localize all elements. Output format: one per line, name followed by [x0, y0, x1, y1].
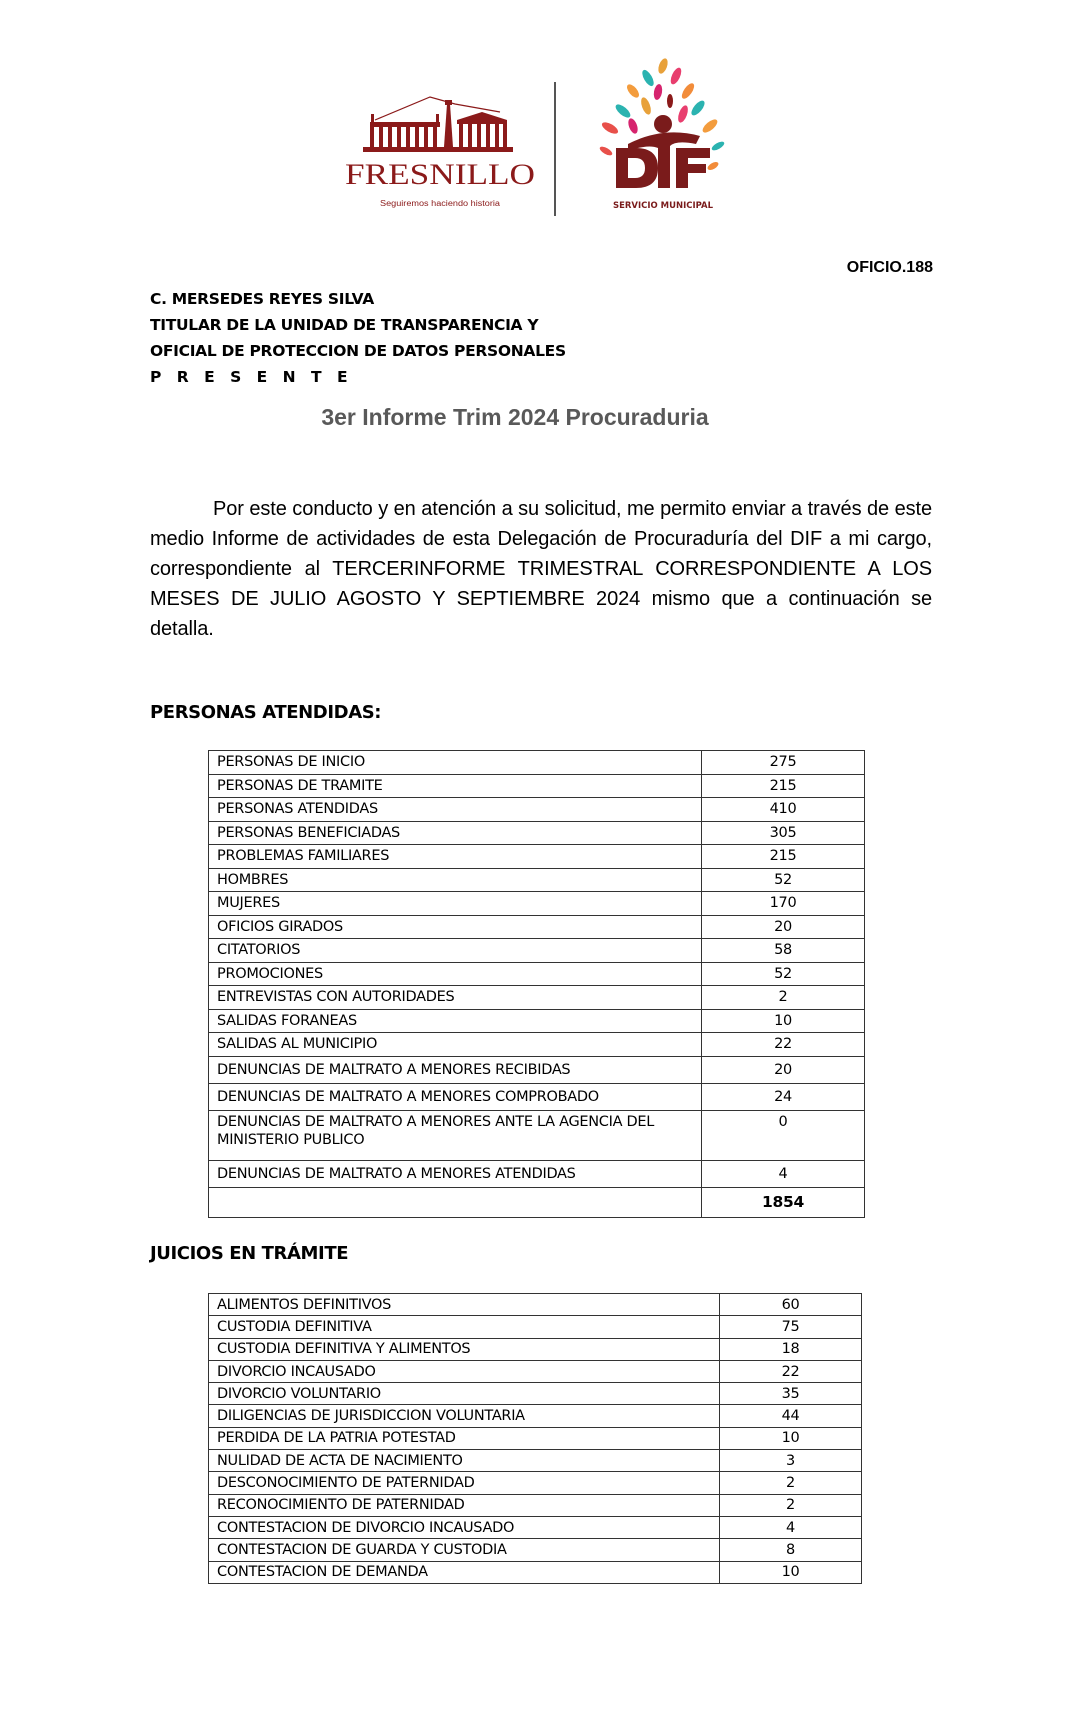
table-row [209, 1450, 862, 1472]
row-label: MUJERES [209, 892, 702, 916]
row-value: 22 [702, 1033, 865, 1057]
total-row [209, 1187, 865, 1217]
table-row [209, 1405, 862, 1427]
row-value: 58 [702, 939, 865, 963]
row-label: CUSTODIA DEFINITIVA Y ALIMENTOS [209, 1338, 720, 1360]
table-row [209, 1316, 862, 1338]
fresnillo-logo [335, 92, 545, 214]
juicios-en-tramite-table [208, 1293, 862, 1584]
oficio-number: OFICIO.188 [846, 259, 933, 276]
row-value: 52 [702, 962, 865, 986]
table-row [209, 1516, 862, 1538]
row-value: 75 [720, 1316, 862, 1338]
row-value: 60 [720, 1294, 862, 1316]
row-value: 10 [720, 1561, 862, 1583]
table-row [209, 1539, 862, 1561]
row-label: HOMBRES [209, 868, 702, 892]
table-row [209, 939, 865, 963]
row-label: PROMOCIONES [209, 962, 702, 986]
dif-d-letter [616, 148, 658, 188]
row-label: PERSONAS ATENDIDAS [209, 798, 702, 822]
row-value: 10 [702, 1009, 865, 1033]
table-row [209, 1427, 862, 1449]
row-value: 2 [720, 1472, 862, 1494]
table-row [209, 1561, 862, 1583]
table-row [209, 1160, 865, 1187]
table-row [209, 1083, 865, 1110]
row-label: CONTESTACION DE DIVORCIO INCAUSADO [209, 1516, 720, 1538]
dif-subtitle: SERVICIO MUNICIPAL [613, 201, 714, 211]
body-paragraph: Por este conducto y en atención a su solicitud, me permito enviar a través de este medio Informe de actividades de esta Delegación de Procuraduría del DIF a mi cargo, correspondiente al TERCERINFORME TRIMESTRAL CORRESPONDIENTE A LOS MESES DE JULIO AGOSTO Y SEPTIEMBRE 2024 mismo que a continuación se detalla. [150, 498, 932, 640]
personas-atendidas-table [208, 750, 865, 1218]
row-label: RECONOCIMIENTO DE PATERNIDAD [209, 1494, 720, 1516]
row-label: DIVORCIO VOLUNTARIO [209, 1383, 720, 1405]
total-label-cell [209, 1187, 702, 1217]
row-label: DENUNCIAS DE MALTRATO A MENORES ANTE LA AGENCIA DEL MINISTERIO PUBLICO [209, 1110, 702, 1160]
row-label: SALIDAS FORANEAS [209, 1009, 702, 1033]
row-label: DENUNCIAS DE MALTRATO A MENORES RECIBIDAS [209, 1056, 702, 1083]
table-row [209, 986, 865, 1010]
row-value: 4 [720, 1516, 862, 1538]
row-value: 4 [702, 1160, 865, 1187]
table-row [209, 1056, 865, 1083]
personas-atendidas-heading: PERSONAS ATENDIDAS: [150, 702, 382, 723]
table-row [209, 1472, 862, 1494]
row-label: PROBLEMAS FAMILIARES [209, 845, 702, 869]
report-title: 3er Informe Trim 2024 Procuraduria [321, 404, 709, 430]
addressee-name: C. MERSEDES REYES SILVA [150, 290, 374, 308]
table-row [209, 1360, 862, 1382]
table-row [209, 962, 865, 986]
row-label: DESCONOCIMIENTO DE PATERNIDAD [209, 1472, 720, 1494]
dif-f-letter [676, 148, 710, 188]
row-value: 52 [702, 868, 865, 892]
row-label: PERDIDA DE LA PATRIA POTESTAD [209, 1427, 720, 1449]
table-row [209, 1033, 865, 1057]
table-row [209, 1338, 862, 1360]
row-value: 35 [720, 1383, 862, 1405]
table-row [209, 774, 865, 798]
row-label: OFICIOS GIRADOS [209, 915, 702, 939]
addressee-title-line2: OFICIAL DE PROTECCION DE DATOS PERSONALES [150, 342, 566, 360]
row-label: DENUNCIAS DE MALTRATO A MENORES COMPROBADO [209, 1083, 702, 1110]
juicios-en-tramite-heading: JUICIOS EN TRÁMITE [150, 1243, 349, 1264]
fresnillo-tagline: Seguiremos haciendo historia [380, 199, 501, 208]
row-value: 8 [720, 1539, 862, 1561]
row-value: 10 [720, 1427, 862, 1449]
row-label: NULIDAD DE ACTA DE NACIMIENTO [209, 1450, 720, 1472]
row-value: 20 [702, 915, 865, 939]
row-value: 22 [720, 1360, 862, 1382]
logo-divider [554, 82, 556, 216]
row-label: PERSONAS BENEFICIADAS [209, 821, 702, 845]
row-label: CITATORIOS [209, 939, 702, 963]
row-value: 215 [702, 774, 865, 798]
row-label: DILIGENCIAS DE JURISDICCION VOLUNTARIA [209, 1405, 720, 1427]
row-value: 2 [702, 986, 865, 1010]
table-row [209, 1110, 865, 1160]
addressee-block [150, 286, 566, 390]
table-row [209, 1294, 862, 1316]
row-label: DENUNCIAS DE MALTRATO A MENORES ATENDIDAS [209, 1160, 702, 1187]
table-row [209, 821, 865, 845]
row-value: 44 [720, 1405, 862, 1427]
row-value: 410 [702, 798, 865, 822]
table-row [209, 798, 865, 822]
dif-logo [588, 56, 738, 218]
row-value: 0 [702, 1110, 865, 1160]
row-label: ALIMENTOS DEFINITIVOS [209, 1294, 720, 1316]
person-head-icon [654, 115, 672, 133]
row-value: 18 [720, 1338, 862, 1360]
row-label: PERSONAS DE INICIO [209, 751, 702, 775]
table-row [209, 751, 865, 775]
total-value: 1854 [702, 1187, 865, 1217]
table-row [209, 915, 865, 939]
row-label: DIVORCIO INCAUSADO [209, 1360, 720, 1382]
table-row [209, 892, 865, 916]
table-row [209, 1383, 862, 1405]
row-value: 24 [702, 1083, 865, 1110]
table-row [209, 845, 865, 869]
addressee-title-line1: TITULAR DE LA UNIDAD DE TRANSPARENCIA Y [150, 316, 539, 334]
row-value: 3 [720, 1450, 862, 1472]
row-value: 170 [702, 892, 865, 916]
fresnillo-wordmark: FRESNILLO [345, 158, 535, 191]
row-label: ENTREVISTAS CON AUTORIDADES [209, 986, 702, 1010]
row-value: 275 [702, 751, 865, 775]
presente-label: P R E S E N T E [150, 368, 353, 386]
table-row [209, 1009, 865, 1033]
row-value: 215 [702, 845, 865, 869]
row-label: CUSTODIA DEFINITIVA [209, 1316, 720, 1338]
row-label: CONTESTACION DE GUARDA Y CUSTODIA [209, 1539, 720, 1561]
row-label: PERSONAS DE TRAMITE [209, 774, 702, 798]
row-value: 20 [702, 1056, 865, 1083]
table-row [209, 1494, 862, 1516]
row-value: 305 [702, 821, 865, 845]
row-value: 2 [720, 1494, 862, 1516]
row-label: CONTESTACION DE DEMANDA [209, 1561, 720, 1583]
table-row [209, 868, 865, 892]
row-label: SALIDAS AL MUNICIPIO [209, 1033, 702, 1057]
